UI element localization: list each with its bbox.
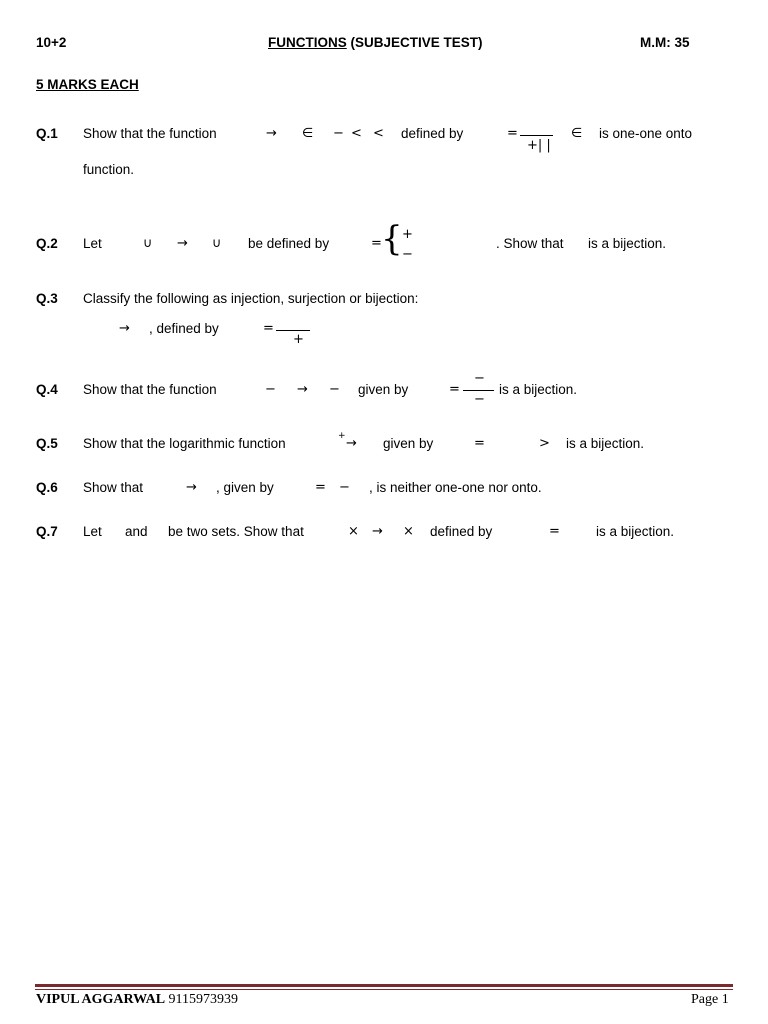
left-brace: { <box>381 219 403 259</box>
arrow-symbol: → <box>177 236 188 251</box>
question-text: defined by <box>430 524 493 539</box>
equals-symbol: = <box>549 524 560 539</box>
question-number: Q.3 <box>36 291 58 306</box>
equals-symbol: = <box>371 236 382 251</box>
question-text: Show that the function <box>83 382 217 397</box>
question-text: and <box>125 524 148 539</box>
question-text: is a bijection. <box>596 524 675 539</box>
equals-symbol: = <box>474 436 485 451</box>
fraction-bar <box>520 135 553 136</box>
arrow-symbol: → <box>119 321 130 336</box>
less-than-symbol: < <box>351 126 362 141</box>
question-text: be two sets. Show that <box>168 524 304 539</box>
question-number: Q.6 <box>36 480 58 495</box>
greater-than-symbol: > <box>539 436 550 451</box>
arrow-symbol: → <box>297 382 308 397</box>
denominator: − <box>474 392 485 407</box>
minus-symbol: − <box>333 126 344 141</box>
case-minus: − <box>402 247 413 262</box>
less-than-symbol: < <box>373 126 384 141</box>
question-text: Let <box>83 236 102 251</box>
superscript-plus: + <box>338 431 346 441</box>
question-text: is a bijection. <box>588 236 667 251</box>
question-text: , defined by <box>149 321 219 336</box>
question-text: Show that the logarithmic function <box>83 436 286 451</box>
question-text: is a bijection. <box>566 436 645 451</box>
minus-symbol: − <box>265 382 276 397</box>
author-phone: 9115973939 <box>165 992 239 1007</box>
question-text: , is neither one-one nor onto. <box>369 480 542 495</box>
element-of-symbol: ∈ <box>302 126 314 141</box>
times-symbol: × <box>348 524 359 539</box>
times-symbol: × <box>403 524 414 539</box>
equals-symbol: = <box>449 382 460 397</box>
minus-symbol: − <box>329 382 340 397</box>
question-text-continued: function. <box>83 162 135 177</box>
union-symbol: ∪ <box>212 236 222 251</box>
question-text: Show that the function <box>83 126 217 141</box>
question-number: Q.7 <box>36 524 58 539</box>
arrow-symbol: → <box>346 436 357 451</box>
question-text: Let <box>83 524 102 539</box>
question-number: Q.1 <box>36 126 58 141</box>
equals-symbol: = <box>507 126 518 141</box>
fraction-bar <box>276 330 310 331</box>
question-text: given by <box>358 382 409 397</box>
arrow-symbol: → <box>372 524 383 539</box>
footer-rule-thin <box>35 989 733 990</box>
question-text: Classify the following as injection, surjection or bijection: <box>83 291 419 306</box>
footer-author <box>36 992 238 1008</box>
page-number: Page 1 <box>691 992 729 1007</box>
question-text: be defined by <box>248 236 330 251</box>
max-marks: M.M: 35 <box>640 35 690 50</box>
question-text: given by <box>383 436 434 451</box>
title-subject: FUNCTIONS <box>268 35 347 50</box>
element-of-symbol: ∈ <box>571 126 583 141</box>
question-text: . Show that <box>496 236 564 251</box>
section-heading: 5 MARKS EACH <box>36 77 139 92</box>
question-number: Q.5 <box>36 436 58 451</box>
case-plus: + <box>402 227 413 242</box>
test-title <box>268 35 483 50</box>
title-subtitle: (SUBJECTIVE TEST) <box>346 35 483 50</box>
denominator: +| | <box>527 138 551 153</box>
question-text: , given by <box>216 480 274 495</box>
question-number: Q.2 <box>36 236 58 251</box>
union-symbol: ∪ <box>143 236 153 251</box>
arrow-symbol: → <box>266 126 277 141</box>
equals-symbol: = <box>315 480 326 495</box>
question-text: Show that <box>83 480 144 495</box>
denominator: + <box>293 332 304 347</box>
fraction-bar <box>463 390 494 391</box>
question-text: is a bijection. <box>499 382 578 397</box>
footer-rule <box>35 984 733 987</box>
numerator: − <box>474 371 485 386</box>
equals-symbol: = <box>263 321 274 336</box>
question-number: Q.4 <box>36 382 58 397</box>
minus-symbol: − <box>339 480 350 495</box>
grade-label: 10+2 <box>36 35 67 50</box>
arrow-symbol: → <box>186 480 197 495</box>
question-text: defined by <box>401 126 464 141</box>
question-text: is one-one onto <box>599 126 693 141</box>
author-name: VIPUL AGGARWAL <box>36 992 166 1007</box>
